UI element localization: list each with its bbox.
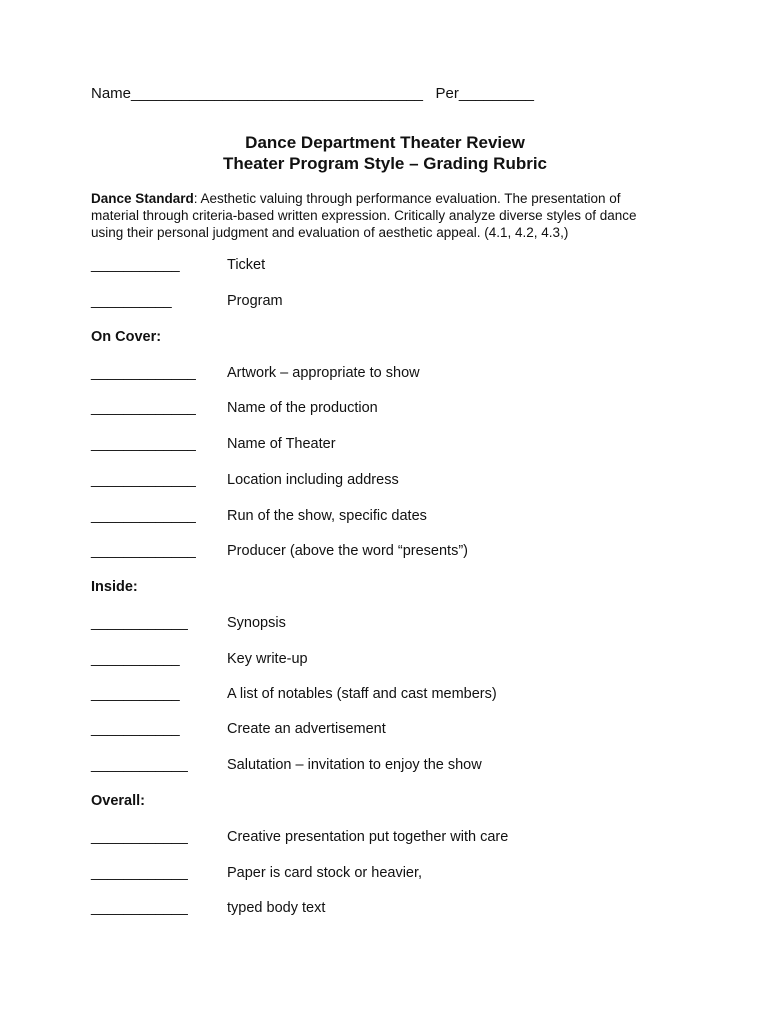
rubric-item-label: Run of the show, specific dates (227, 508, 427, 524)
rubric-item-label: Producer (above the word “presents”) (227, 543, 468, 559)
section-heading-inside: Inside: (91, 579, 138, 595)
dance-standard-text: : Aesthetic valuing through performance evaluation. The presentation of material through criteria-based written expression. Critically analyze diverse styles of dance using their personal judgment and evaluation of aesthetic appeal. (4.1, 4.2, 4.3,) (91, 191, 637, 240)
score-blank[interactable]: ____________ (91, 900, 188, 916)
rubric-item-label: Ticket (227, 257, 266, 273)
rubric-item-label: Paper is card stock or heavier, (227, 865, 423, 881)
score-blank[interactable]: _____________ (91, 543, 196, 559)
score-blank[interactable]: ___________ (91, 686, 180, 702)
per-blank[interactable]: _________ (458, 85, 534, 102)
rubric-item-label: A list of notables (staff and cast members) (227, 686, 497, 702)
section-heading-on-cover: On Cover: (91, 329, 162, 345)
page-subtitle: Theater Program Style – Grading Rubric (222, 154, 548, 173)
rubric-item-label: Program (227, 293, 283, 309)
rubric-item-label: Name of Theater (227, 436, 336, 452)
section-heading-overall: Overall: (91, 793, 145, 809)
score-blank[interactable]: ____________ (91, 615, 188, 631)
rubric-item-label: Creative presentation put together with care (227, 829, 509, 845)
score-blank[interactable]: _____________ (91, 472, 196, 488)
score-blank[interactable]: _____________ (91, 436, 196, 452)
score-blank[interactable]: ____________ (91, 865, 188, 881)
dance-standard-paragraph (91, 190, 671, 241)
name-per-line (91, 85, 534, 102)
rubric-item-label: Location including address (227, 472, 399, 488)
score-blank[interactable]: _____________ (91, 400, 196, 416)
score-blank[interactable]: ___________ (91, 651, 180, 667)
per-label: Per (435, 85, 459, 102)
rubric-item-label: Name of the production (227, 400, 378, 416)
score-blank[interactable]: ___________ (91, 721, 180, 737)
rubric-item-label: Key write-up (227, 651, 308, 667)
score-blank[interactable]: __________ (91, 293, 172, 309)
dance-standard-label: Dance Standard (91, 191, 194, 206)
score-blank[interactable]: _____________ (91, 365, 196, 381)
score-blank[interactable]: ___________ (91, 257, 180, 273)
rubric-item-label: Create an advertisement (227, 721, 386, 737)
name-blank[interactable]: ___________________________________ (131, 85, 423, 102)
rubric-item-label: Synopsis (227, 615, 286, 631)
page-title: Dance Department Theater Review (245, 133, 525, 152)
name-label: Name (91, 85, 132, 102)
score-blank[interactable]: _____________ (91, 508, 196, 524)
rubric-item-label: Salutation – invitation to enjoy the show (227, 757, 482, 773)
rubric-item-label: Artwork – appropriate to show (227, 365, 420, 381)
title-block (0, 132, 770, 174)
score-blank[interactable]: ____________ (91, 829, 188, 845)
score-blank[interactable]: ____________ (91, 757, 188, 773)
rubric-item-label: typed body text (227, 900, 326, 916)
rubric-row (91, 900, 326, 964)
